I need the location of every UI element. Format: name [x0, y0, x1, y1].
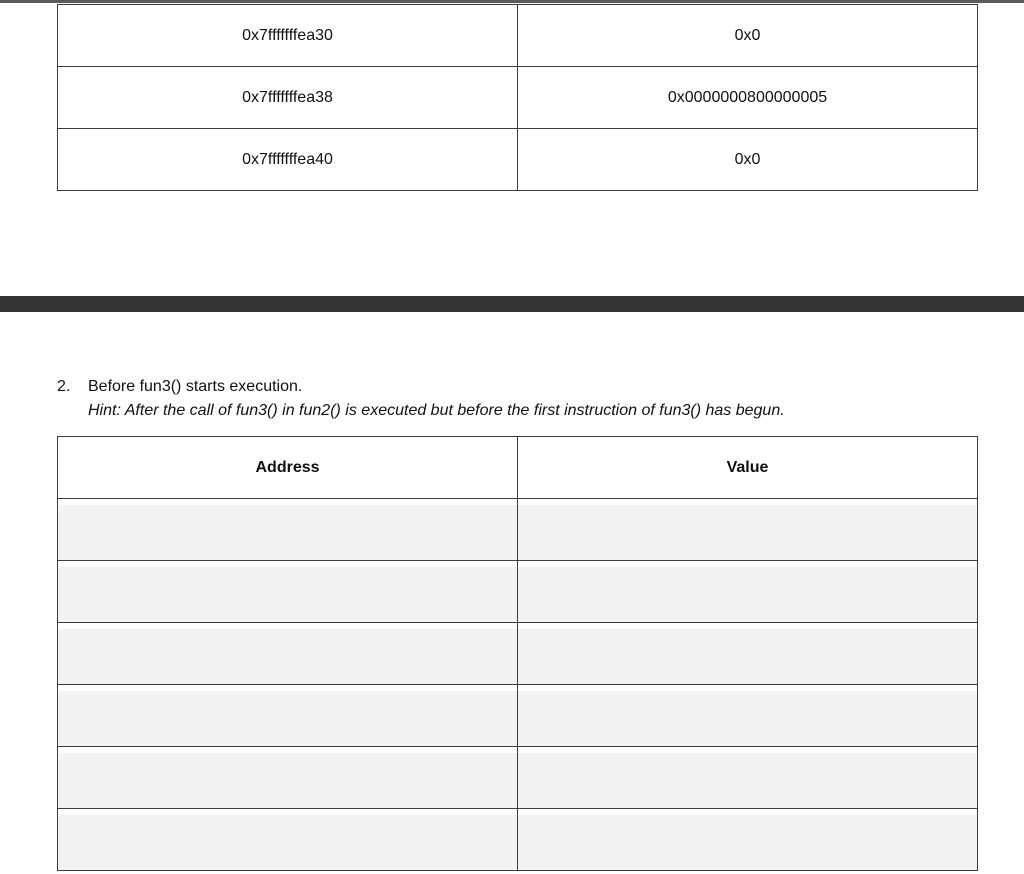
table-row [58, 67, 978, 129]
address-cell: 0x7fffffffea38 [58, 67, 518, 129]
memory-table-previous [57, 4, 978, 191]
answer-field[interactable] [518, 691, 977, 746]
answer-field[interactable] [58, 629, 517, 684]
table-header-row [58, 437, 978, 499]
question-text: Before fun3() starts execution. [88, 378, 303, 395]
table-row [58, 685, 978, 747]
answer-table [57, 436, 978, 871]
table-row [58, 5, 978, 67]
value-header: Value [518, 437, 978, 499]
value-input-cell[interactable] [518, 747, 978, 809]
answer-field[interactable] [518, 567, 977, 622]
address-header: Address [58, 437, 518, 499]
address-input-cell[interactable] [58, 685, 518, 747]
table-row [58, 809, 978, 871]
value-cell: 0x0 [518, 129, 978, 191]
address-input-cell[interactable] [58, 747, 518, 809]
table-row [58, 623, 978, 685]
value-cell: 0x0 [518, 5, 978, 67]
value-input-cell[interactable] [518, 623, 978, 685]
value-input-cell[interactable] [518, 561, 978, 623]
table-row [58, 499, 978, 561]
answer-field[interactable] [518, 815, 977, 870]
page-divider [0, 296, 1024, 312]
question-number: 2. [57, 378, 71, 395]
answer-field[interactable] [518, 629, 977, 684]
answer-field[interactable] [58, 753, 517, 808]
table-row [58, 129, 978, 191]
answer-field[interactable] [58, 691, 517, 746]
top-border-line [0, 0, 1024, 3]
value-input-cell[interactable] [518, 499, 978, 561]
answer-field[interactable] [58, 815, 517, 870]
table-row [58, 561, 978, 623]
address-cell: 0x7fffffffea30 [58, 5, 518, 67]
value-cell: 0x0000000800000005 [518, 67, 978, 129]
question-hint: Hint: After the call of fun3() in fun2() is executed but before the first instruction of fun3() has begun. [88, 402, 785, 419]
answer-field[interactable] [58, 505, 517, 560]
value-input-cell[interactable] [518, 685, 978, 747]
answer-field[interactable] [58, 567, 517, 622]
address-input-cell[interactable] [58, 499, 518, 561]
answer-field[interactable] [518, 753, 977, 808]
answer-field[interactable] [518, 505, 977, 560]
address-input-cell[interactable] [58, 809, 518, 871]
address-cell: 0x7fffffffea40 [58, 129, 518, 191]
address-input-cell[interactable] [58, 623, 518, 685]
table-row [58, 747, 978, 809]
address-input-cell[interactable] [58, 561, 518, 623]
value-input-cell[interactable] [518, 809, 978, 871]
